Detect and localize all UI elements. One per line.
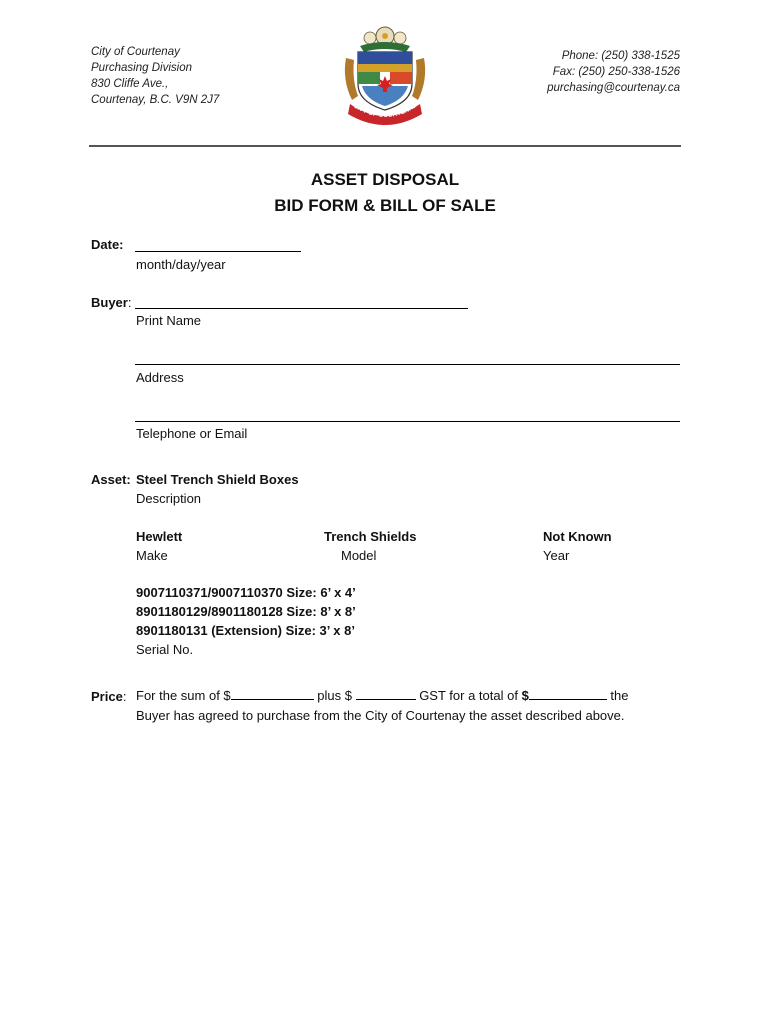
price-statement bbox=[136, 688, 628, 703]
form-subtitle: BID FORM & BILL OF SALE bbox=[274, 196, 496, 215]
price-text-gst: GST for a total of bbox=[415, 688, 522, 703]
date-field[interactable] bbox=[135, 251, 301, 252]
price-text-plus: plus $ bbox=[313, 688, 356, 703]
buyer-contact-hint: Telephone or Email bbox=[136, 426, 248, 441]
asset-year-hint: Year bbox=[543, 548, 570, 563]
serial-number-hint: Serial No. bbox=[136, 642, 194, 657]
fax-number: Fax: (250) 250-338-1526 bbox=[552, 66, 680, 78]
buyer-address-field[interactable] bbox=[135, 364, 680, 365]
asset-model: Trench Shields bbox=[324, 529, 417, 544]
buyer-contact-field[interactable] bbox=[135, 421, 680, 422]
buyer-label bbox=[91, 294, 131, 312]
price-label-colon: : bbox=[122, 689, 127, 704]
price-text-sum: For the sum of $ bbox=[136, 688, 231, 703]
form-title: ASSET DISPOSAL bbox=[310, 170, 460, 189]
buyer-name-field[interactable] bbox=[135, 308, 468, 309]
purchasing-address-block bbox=[91, 44, 219, 108]
serial-number-line: 9007110371/9007110370 Size: 6’ x 4’ bbox=[136, 585, 356, 600]
price-text-the: the bbox=[606, 688, 629, 703]
buyer-label-text: Buyer bbox=[91, 295, 128, 310]
address-line: 830 Cliffe Ave., bbox=[91, 78, 169, 90]
asset-make: Hewlett bbox=[136, 529, 183, 544]
date-hint: month/day/year bbox=[136, 257, 226, 272]
serial-number-line: 8901180131 (Extension) Size: 3’ x 8’ bbox=[136, 623, 355, 638]
gst-field[interactable] bbox=[356, 688, 416, 700]
sum-field[interactable] bbox=[231, 688, 314, 700]
asset-description-hint: Description bbox=[136, 491, 202, 506]
purchasing-contact-block bbox=[547, 48, 680, 96]
address-line: City of Courtenay bbox=[91, 46, 180, 58]
address-line: Purchasing Division bbox=[91, 62, 192, 74]
price-label-text: Price bbox=[91, 689, 123, 704]
price-statement-continued: Buyer has agreed to purchase from the City of Courtenay the asset described above. bbox=[136, 708, 625, 723]
buyer-label-colon: : bbox=[127, 295, 132, 310]
asset-model-hint: Model bbox=[341, 548, 377, 563]
buyer-name-hint: Print Name bbox=[136, 313, 202, 328]
price-total-dollar: $ bbox=[521, 688, 529, 703]
email-address: purchasing@courtenay.ca bbox=[547, 82, 680, 94]
header-divider bbox=[89, 145, 681, 147]
total-field[interactable] bbox=[529, 688, 607, 700]
date-label: Date: bbox=[91, 237, 124, 252]
phone-number: Phone: (250) 338-1525 bbox=[561, 50, 680, 62]
buyer-address-hint: Address bbox=[136, 370, 184, 385]
city-crest-logo bbox=[340, 24, 430, 128]
svg-text:CITY OF COURTENAY: CITY OF COURTENAY bbox=[352, 102, 418, 120]
serial-number-line: 8901180129/8901180128 Size: 8’ x 8’ bbox=[136, 604, 356, 619]
asset-make-hint: Make bbox=[136, 548, 168, 563]
asset-year: Not Known bbox=[543, 529, 612, 544]
asset-label: Asset: bbox=[91, 472, 131, 487]
asset-description: Steel Trench Shield Boxes bbox=[136, 472, 299, 487]
address-line: Courtenay, B.C. V9N 2J7 bbox=[91, 94, 220, 106]
price-label bbox=[91, 688, 126, 706]
